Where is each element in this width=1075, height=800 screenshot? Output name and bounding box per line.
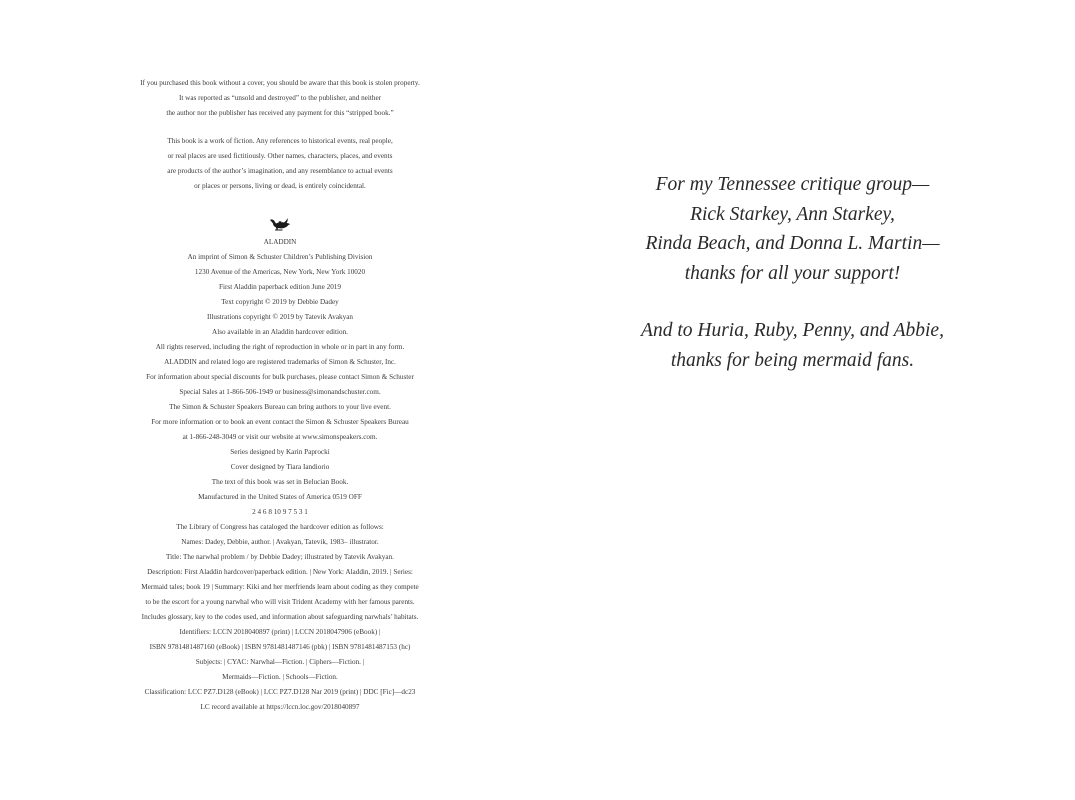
magic-lamp-icon [269,217,291,231]
colophon-line: Mermaids—Fiction. | Schools—Fiction. [222,673,338,681]
stripped-book-notice [95,76,465,121]
colophon-line: For information about special discounts for bulk purchases, please contact Simon & Schuster [146,373,414,381]
notice-line: It was reported as “unsold and destroyed” to the publisher, and neither [178,94,382,102]
notice-line: If you purchased this book without a cover, you should be aware that this book is stolen property. [140,79,420,87]
dedication-line: For my Tennessee critique group— [655,174,930,195]
colophon-line: Cover designed by Tiara Iandiorio [230,463,330,471]
publisher-name: ALADDIN [263,238,297,246]
publisher-colophon [95,217,465,715]
fiction-notice [95,134,465,194]
colophon-line: Special Sales at 1-866-506-1949 or business@simonandschuster.com. [179,388,381,396]
colophon-line: Classification: LCC PZ7.D128 (eBook) | LCC PZ7.D128 Nar 2019 (print) | DDC [Fic]—dc23 [144,688,416,696]
colophon-line: at 1-866-248-3049 or visit our website at www.simonspeakers.com. [182,433,378,441]
colophon-line: Names: Dadey, Debbie, author. | Avakyan, Tatevik, 1983– illustrator. [181,538,379,546]
colophon-line: Also available in an Aladdin hardcover edition. [212,328,348,336]
dedication-line: thanks for being mermaid fans. [670,349,915,371]
colophon-line: Series designed by Karin Paprocki [230,448,330,456]
notice-line: the author nor the publisher has received any payment for this “stripped book.” [166,109,394,117]
dedication-line: thanks for all your support! [684,262,901,284]
colophon-line: Mermaid tales; book 19 | Summary: Kiki and her merfriends learn about coding as they compete [141,583,419,591]
dedication-page [620,170,965,375]
colophon-line: First Aladdin paperback edition June 2019 [219,283,341,291]
colophon-line: Manufactured in the United States of America 0519 OFF [198,493,362,501]
colophon-line: Subjects: | CYAC: Narwhal—Fiction. | Ciphers—Fiction. | [195,658,365,666]
dedication-line: Rinda Beach, and Donna L. Martin— [645,233,940,254]
colophon-line: The text of this book was set in Belucian Book. [211,478,349,486]
notice-line: or real places are used fictitiously. Other names, characters, places, and events [167,152,393,160]
colophon-line: The Library of Congress has cataloged the hardcover edition as follows: [176,523,384,531]
colophon-line: An imprint of Simon & Schuster Children’s Publishing Division [187,253,373,261]
colophon-line: Title: The narwhal problem / by Debbie Dadey; illustrated by Tatevik Avakyan. [166,553,394,561]
notice-line: or places or persons, living or dead, is entirely coincidental. [194,182,366,190]
dedication-line: Rick Starkey, Ann Starkey, [690,203,895,225]
colophon-line: The Simon & Schuster Speakers Bureau can bring authors to your live event. [169,403,391,411]
colophon-line: Includes glossary, key to the codes used, and information about safeguarding narwhals’ habitats. [141,613,419,621]
printing-line: 2 4 6 8 10 9 7 5 3 1 [252,508,308,516]
colophon-line: ALADDIN and related logo are registered trademarks of Simon & Schuster, Inc. [164,358,396,366]
colophon-line: to be the escort for a young narwhal who will visit Trident Academy with her famous parents. [145,598,415,606]
dedication-line: And to Huria, Ruby, Penny, and Abbie, [641,320,944,341]
colophon-line: Illustrations copyright © 2019 by Tatevik Avakyan [206,313,354,321]
colophon-line: For more information or to book an event contact the Simon & Schuster Speakers Bureau [151,418,409,426]
colophon-line: 1230 Avenue of the Americas, New York, New York 10020 [194,268,366,276]
colophon-line: Identifiers: LCCN 2018040897 (print) | LCCN 2018047906 (eBook) | [179,628,381,636]
colophon-line: ISBN 9781481487160 (eBook) | ISBN 9781481487146 (pbk) | ISBN 9781481487153 (hc) [149,643,411,651]
colophon-line: Text copyright © 2019 by Debbie Dadey [221,298,339,306]
dedication-mermaid-fans [620,316,965,375]
colophon-line: Description: First Aladdin hardcover/paperback edition. | New York: Aladdin, 2019. | Series: [147,568,413,576]
dedication-critique-group [620,170,965,288]
copyright-page [95,76,465,715]
notice-line: This book is a work of fiction. Any references to historical events, real people, [167,137,393,145]
colophon-line: All rights reserved, including the right of reproduction in whole or in part in any form. [155,343,405,351]
colophon-line: LC record available at https://lccn.loc.gov/2018040897 [200,703,360,711]
notice-line: are products of the author’s imagination, and any resemblance to actual events [167,167,393,175]
